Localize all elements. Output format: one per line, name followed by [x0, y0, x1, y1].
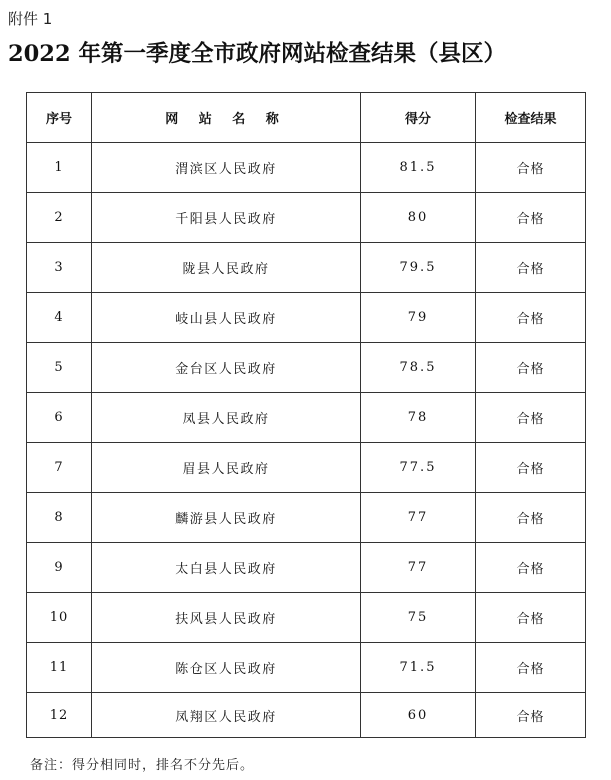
- row-score: 78.5: [361, 343, 476, 393]
- row-no: 4: [27, 293, 92, 343]
- row-result: 合格: [476, 443, 586, 493]
- row-no: 10: [27, 593, 92, 643]
- row-score: 71.5: [361, 643, 476, 693]
- row-result: 合格: [476, 543, 586, 593]
- row-score: 81.5: [361, 143, 476, 193]
- row-no: 5: [27, 343, 92, 393]
- row-result: 合格: [476, 643, 586, 693]
- row-score: 77.5: [361, 443, 476, 493]
- table-row: [27, 193, 586, 243]
- table-header-row: [27, 93, 586, 143]
- row-result: 合格: [476, 243, 586, 293]
- row-no: 1: [27, 143, 92, 193]
- table-row: [27, 243, 586, 293]
- row-score: 77: [361, 493, 476, 543]
- row-score: 77: [361, 543, 476, 593]
- row-score: 60: [361, 693, 476, 738]
- table-row: [27, 493, 586, 543]
- row-no: 2: [27, 193, 92, 243]
- row-result: 合格: [476, 343, 586, 393]
- row-name: 扶风县人民政府: [92, 593, 361, 643]
- row-no: 9: [27, 543, 92, 593]
- row-score: 75: [361, 593, 476, 643]
- header-name: [92, 93, 361, 143]
- row-name: 眉县人民政府: [92, 443, 361, 493]
- row-no: 11: [27, 643, 92, 693]
- header-name-label: 网 站 名 称: [165, 112, 287, 127]
- table-row: [27, 593, 586, 643]
- row-no: 8: [27, 493, 92, 543]
- row-name: 陇县人民政府: [92, 243, 361, 293]
- row-result: 合格: [476, 393, 586, 443]
- row-name: 陈仓区人民政府: [92, 643, 361, 693]
- table-row: [27, 643, 586, 693]
- row-result: 合格: [476, 693, 586, 738]
- page-title: 2022 年第一季度全市政府网站检查结果（县区）: [8, 41, 506, 67]
- table-row: [27, 393, 586, 443]
- row-score: 78: [361, 393, 476, 443]
- table-row: [27, 343, 586, 393]
- row-result: 合格: [476, 143, 586, 193]
- table-row: [27, 293, 586, 343]
- table-row: [27, 693, 586, 738]
- row-result: 合格: [476, 593, 586, 643]
- row-no: 3: [27, 243, 92, 293]
- row-result: 合格: [476, 493, 586, 543]
- header-result: 检查结果: [476, 93, 586, 143]
- row-name: 岐山县人民政府: [92, 293, 361, 343]
- attachment-label: 附件 1: [8, 10, 53, 28]
- row-name: 凤翔区人民政府: [92, 693, 361, 738]
- row-name: 金台区人民政府: [92, 343, 361, 393]
- table-row: [27, 143, 586, 193]
- header-no: 序号: [27, 93, 92, 143]
- row-result: 合格: [476, 193, 586, 243]
- footnote: 备注：得分相同时，排名不分先后。: [30, 758, 255, 773]
- table-body: [27, 143, 586, 738]
- row-score: 79: [361, 293, 476, 343]
- row-name: 渭滨区人民政府: [92, 143, 361, 193]
- row-score: 80: [361, 193, 476, 243]
- row-name: 千阳县人民政府: [92, 193, 361, 243]
- row-no: 6: [27, 393, 92, 443]
- row-result: 合格: [476, 293, 586, 343]
- row-name: 太白县人民政府: [92, 543, 361, 593]
- row-name: 凤县人民政府: [92, 393, 361, 443]
- row-no: 7: [27, 443, 92, 493]
- header-score: 得分: [361, 93, 476, 143]
- row-no: 12: [27, 693, 92, 738]
- row-name: 麟游县人民政府: [92, 493, 361, 543]
- results-table: [26, 92, 586, 738]
- table-row: [27, 543, 586, 593]
- table-row: [27, 443, 586, 493]
- row-score: 79.5: [361, 243, 476, 293]
